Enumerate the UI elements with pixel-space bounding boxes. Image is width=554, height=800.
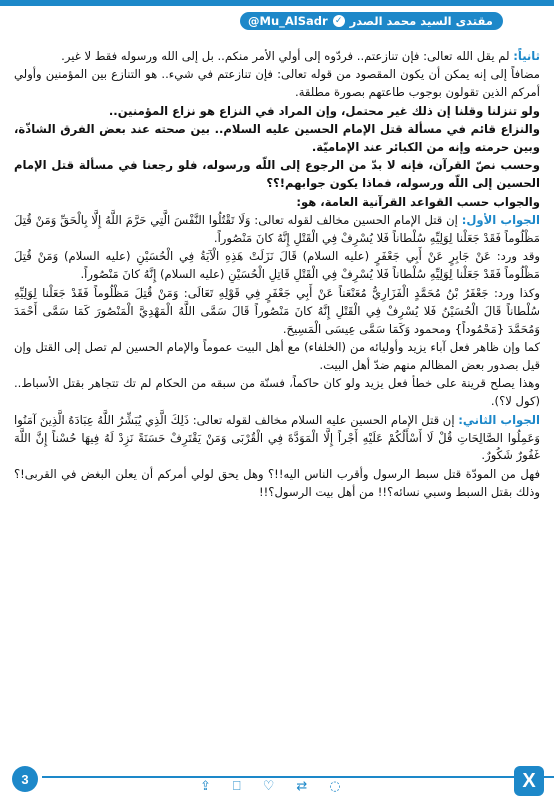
paragraph: [14, 248, 540, 284]
account-handle: @Mu_AlSadr: [248, 14, 328, 28]
paragraph: [14, 466, 540, 502]
paragraph: [14, 103, 540, 121]
paragraph: [14, 66, 540, 102]
share-icon[interactable]: ⇪: [200, 779, 211, 794]
retweet-icon[interactable]: ⇄: [296, 779, 308, 794]
paragraph: [14, 339, 540, 375]
footer: [0, 764, 554, 800]
paragraph: [14, 285, 540, 339]
paragraph-text: لم يقل الله تعالى: فإن تنازعتم.. فردّوه إلى أولي الأمر منكم.. بل إلى الله ورسوله فقط لا غير.: [61, 49, 514, 63]
paragraph: [14, 121, 540, 157]
x-logo: X: [514, 766, 544, 796]
footer-divider: [42, 776, 554, 778]
account-name: مقتدى السيد محمد الصدر: [349, 14, 493, 28]
section-lead: ثانياً:: [513, 49, 540, 63]
verified-icon: ✓: [333, 15, 345, 27]
paragraph: [14, 412, 540, 466]
paragraph-text: إن قتل الإمام الحسين عليه السلام مخالف لقوله تعالى: ذَلِكَ الَّذِي يُبَشِّرُ اللَّهُ عِبَادَهُ الَّذِينَ آمَنُوا وَعَمِلُوا الصَّالِحَاتِ قُلْ لَا أَسْأَلُكُمْ عَلَيْهِ أَجْراً إِلَّا الْمَوَدَّةَ فِي الْقُرْبَى وَمَنْ يَقْتَرِفْ حَسَنَةً نَزِدْ لَهُ فِيهَا حُسْناً إِنَّ اللَّهَ غَفُورٌ شَكُورٌ.: [14, 412, 540, 463]
comment-icon[interactable]: ◌: [329, 779, 341, 794]
paragraph-text: وكذا ورد: جَعْفَرُ بْنُ مُحَمَّدٍ الْفَزَارِيُّ مُعَنْعَناً عَنْ أَبِي جَعْفَرٍ فِي قَوْلِهِ تَعَالَى: وَمَنْ قُتِلَ مَظْلُوماً فَقَدْ جَعَلْنا لِوَلِيِّهِ سُلْطاناً قَالَ الْحُسَيْنُ فَلا يُسْرِفْ فِي الْقَتْلِ إِنَّهُ كانَ مَنْصُوراً قَالَ سَمَّى اللَّهُ الْمَهْدِيَّ الْمَنْصُورَ كَمَا سَمَّى أَحْمَدَ وَمُحَمَّدَ {مَحْمُوداً} ومحمود وَكَمَا سَمَّى عِيسَى الْمَسِيحَ.: [14, 285, 540, 336]
paragraph-text: ولو تنزلنا وقلنا إن ذلك غير محتمل، وإن المراد في النزاع هو نزاع المؤمنين..: [108, 103, 540, 118]
post-header: [240, 10, 540, 32]
paragraph-text: وحسب نصّ القرآن، فإنه لا بدّ من الرجوع إلى اللّه ورسوله، فلو رجعنا في مسألة قتل الإمام الحسين إلى اللّه ورسوله، فماذا يكون جوابهم!؟؟: [14, 158, 540, 191]
paragraph-text: كما وإن ظاهر فعل آباء يزيد وأوليائه من (الخلفاء) مع أهل البيت عموماً والإمام الحسين لم تصل إلى القتل وإن قيل بصدور بعض المظالم منهم ضدّ أهل البيت.: [14, 340, 540, 372]
section-lead: الجواب الأول:: [461, 213, 540, 228]
action-icons: [200, 780, 341, 794]
paragraph: [14, 375, 540, 411]
paragraph-text: إن قتل الإمام الحسين مخالف لقوله تعالى: وَلَا تَقْتُلُوا النَّفْسَ الَّتِي حَرَّمَ اللَّهُ إِلَّا بِالْحَقِّ وَمَنْ قُتِلَ مَظْلُوماً فَقَدْ جَعَلْنا لِوَلِيِّهِ سُلْطاناً فَلا يُسْرِفْ فِي الْقَتْلِ إِنَّهُ كانَ مَنْصُوراً.: [14, 213, 540, 246]
post-body: [14, 48, 540, 764]
paragraph: [14, 194, 540, 212]
paragraph: [14, 48, 540, 66]
section-lead: الجواب الثاني:: [458, 412, 540, 427]
paragraph-text: وهذا يصلح قرينة على خطأ فعل يزيد ولو كان حاكماً، فسنّة من سبقه من الحكام لم تك تتجاهر بقتل الأسباط.. (كول لا؟).: [14, 376, 540, 409]
account-badge[interactable]: [240, 12, 503, 30]
paragraph-text: والنزاع قائم في مسألة قتل الإمام الحسين عليه السلام.. بين صحته عند بعض الفرق الشاذّة، وبين حرمته وإنه من الكبائر عند الإماميّة.: [14, 122, 540, 155]
bookmark-icon[interactable]: ⎕: [232, 779, 241, 794]
paragraph-text: والجواب حسب القواعد القرآنية العامة، هو:: [296, 194, 540, 209]
paragraph-text: فهل من المودّة قتل سبط الرسول وأقرب الناس اليه!!؟ وهل يحق لولي أمركم أن يعلن البغض في القربى!؟ وذلك بقتل السبط وسبي نسائه؟!! من أهل بيت الرسول؟!!: [14, 466, 540, 499]
like-icon[interactable]: ♡: [262, 779, 275, 794]
page-number: 3: [12, 766, 38, 792]
paragraph-text: وقد ورد: عَنْ جَابِرٍ عَنْ أَبِي جَعْفَرٍ (عليه السلام) قَالَ نَزَلَتْ هَذِهِ الْآيَةُ فِي الْحُسَيْنِ (عليه السلام) وَمَنْ قُتِلَ مَظْلُوماً فَقَدْ جَعَلْنا لِوَلِيِّهِ سُلْطاناً فَلا يُسْرِفْ فِي الْقَتْلِ قَاتِلِ الْحُسَيْنِ (عليه السلام) إِنَّهُ كانَ مَنْصُوراً.: [14, 249, 540, 282]
paragraph: [14, 212, 540, 248]
top-accent-bar: [0, 0, 554, 6]
paragraph-text: مضافاً إلى إنه يمكن أن يكون المقصود من قوله تعالى: فإن تنازعتم في شيء.. هو التنازع بين المؤمنين وأولي أمركم الذين تقولون بوجوب طاعتهم بصورة مطلقة.: [14, 67, 540, 100]
paragraph: [14, 157, 540, 193]
